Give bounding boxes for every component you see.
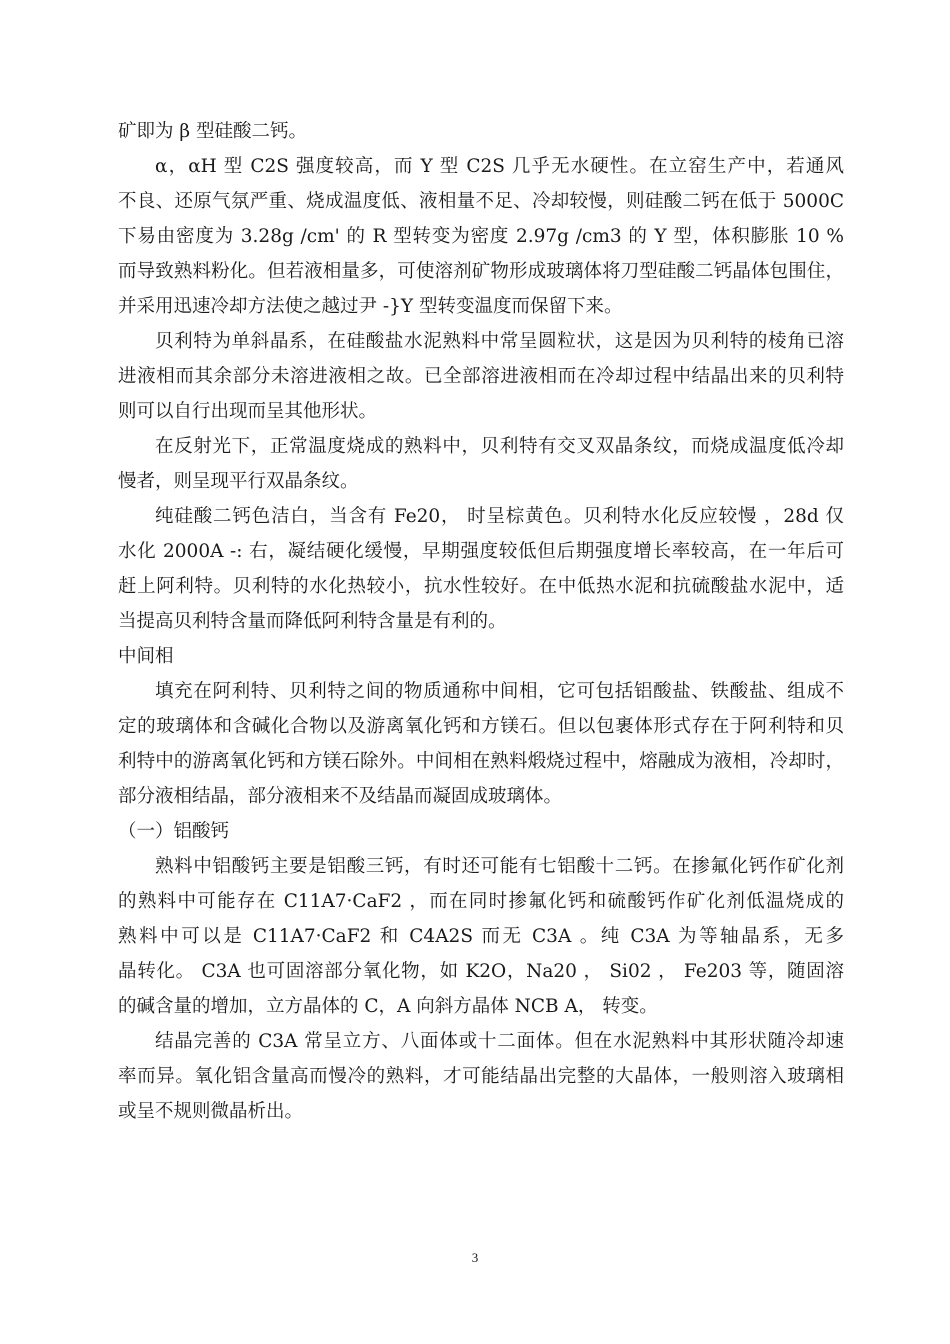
text-line: 结晶完善的 C3A 常呈立方、八面体或十二面体。但在水泥熟料中其形状随冷却速 (155, 1031, 844, 1052)
text-line: 利特中的游离氧化钙和方镁石除外。中间相在熟料煅烧过程中，熔融成为液相，冷却时， (118, 751, 844, 772)
text-line: 的碱含量的增加，立方晶体的 C，A 向斜方晶体 NCB A， 转变。 (118, 996, 658, 1017)
text-line: 并采用迅速冷却方法使之越过尹 -}Y 型转变温度而保留下来。 (118, 296, 623, 317)
text-line: 部分液相结晶，部分液相来不及结晶而凝固成玻璃体。 (118, 786, 563, 807)
text-line: 在反射光下，正常温度烧成的熟料中，贝利特有交叉双晶条纹，而烧成温度低冷却 (155, 436, 844, 457)
document-body (118, 119, 844, 1134)
text-line: 矿即为 β 型硅酸二钙。 (118, 121, 307, 142)
text-line: 定的玻璃体和含碱化合物以及游离氧化钙和方镁石。但以包裹体形式存在于阿利特和贝 (118, 716, 844, 737)
text-line: 填充在阿利特、贝利特之间的物质通称中间相，它可包括铝酸盐、铁酸盐、组成不 (155, 681, 844, 702)
text-line: 不良、还原气氛严重、烧成温度低、液相量不足、冷却较慢，则硅酸二钙在低于 5000C (118, 191, 844, 212)
text-line: 的熟料中可能存在 C11A7·CaF2 ，而在同时掺氟化钙和硫酸钙作矿化剂低温烧成的 (118, 891, 844, 912)
text-line: 进液相而其余部分未溶进液相之故。已全部溶进液相而在冷却过程中结晶出来的贝利特 (118, 366, 844, 387)
text-line: 贝利特为单斜晶系，在硅酸盐水泥熟料中常呈圆粒状，这是因为贝利特的棱角已溶 (155, 331, 844, 352)
text-line: 慢者，则呈现平行双晶条纹。 (118, 471, 359, 492)
text-line: 率而异。氧化铝含量高而慢冷的熟料，才可能结晶出完整的大晶体，一般则溶入玻璃相 (118, 1066, 844, 1087)
text-line: 中间相 (118, 646, 174, 667)
text-line: 当提高贝利特含量而降低阿利特含量是有利的。 (118, 611, 507, 632)
text-line: α，αH 型 C2S 强度较高，而 Y 型 C2S 几乎无水硬性。在立窑生产中，若通风 (155, 156, 844, 177)
text-line: 熟料中铝酸钙主要是铝酸三钙，有时还可能有七铝酸十二钙。在掺氟化钙作矿化剂 (155, 856, 844, 877)
text-line: 晶转化。 C3A 也可固溶部分氧化物，如 K2O，Na20 ， Si02 ， Fe203 等，随固溶 (118, 961, 844, 982)
text-line: 下易由密度为 3.28g /cm' 的 R 型转变为密度 2.97g /cm3 的 Y 型，体积膨胀 10 % (118, 226, 844, 247)
text-line: 赶上阿利特。贝利特的水化热较小，抗水性较好。在中低热水泥和抗硫酸盐水泥中，适 (118, 576, 844, 597)
text-line: （一）铝酸钙 (118, 821, 230, 842)
text-line: 熟料中可以是 C11A7·CaF2 和 C4A2S 而无 C3A 。纯 C3A 为等轴晶系，无多 (118, 926, 844, 947)
text-line: 而导致熟料粉化。但若液相量多，可使溶剂矿物形成玻璃体将刀型硅酸二钙晶体包围住， (118, 261, 844, 282)
page-number: 3 (471, 1250, 479, 1265)
text-line: 纯硅酸二钙色洁白，当含有 Fe20， 时呈棕黄色。贝利特水化反应较慢 ，28d 仅 (155, 506, 844, 527)
text-line: 水化 2000A -: 右，凝结硬化缓慢，早期强度较低但后期强度增长率较高，在一年后可 (118, 541, 844, 562)
text-line: 或呈不规则微晶析出。 (118, 1101, 304, 1122)
text-line: 则可以自行出现而呈其他形状。 (118, 401, 378, 422)
